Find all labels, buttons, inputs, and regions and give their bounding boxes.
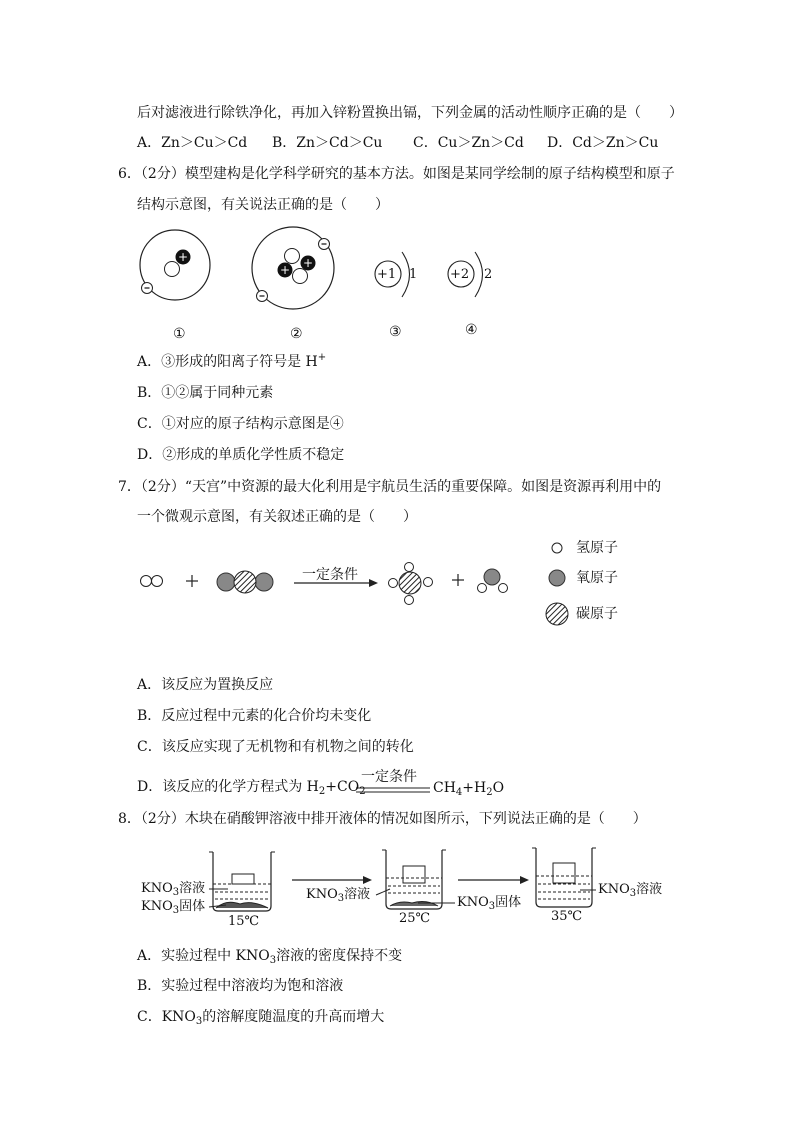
sub-3: 3: [337, 893, 345, 904]
q6-option-b: B．①②属于同种元素: [137, 385, 274, 401]
label-solid-1: [141, 899, 205, 915]
q7-option-c: C．该反应实现了无机物和有机物之间的转化: [137, 739, 414, 755]
q5-option-c: C．Cu＞Zn＞Cd: [413, 135, 524, 151]
sub-3: 3: [488, 901, 496, 912]
sub-4: 4: [455, 787, 463, 798]
fig-label-3: ③: [389, 324, 402, 340]
q7-option-b: B．反应过程中元素的化合价均未变化: [137, 708, 372, 724]
solid-text: 固体: [495, 895, 522, 910]
svg-text:+: +: [302, 256, 314, 270]
beaker-3: [532, 848, 596, 907]
atom-model-1: [140, 230, 210, 300]
q8-c-post: 的溶解度随温度的升高而增大: [202, 1009, 385, 1025]
leader-3: [376, 889, 390, 895]
svg-text:+: +: [279, 263, 291, 277]
q8-a-pre: A．实验过程中 KNO: [137, 948, 270, 964]
legend-carbon: 碳原子: [576, 606, 618, 622]
reaction-condition: 一定条件: [302, 567, 358, 583]
q7-option-a: A．该反应为置换反应: [137, 677, 274, 693]
svg-text:+: +: [177, 250, 189, 264]
sub-3: 3: [172, 905, 180, 916]
q6-option-c: C．①对应的原子结构示意图是④: [137, 416, 344, 432]
q8-c-pre: C．KNO: [137, 1009, 196, 1025]
q6-option-a-text: A．③形成的阳离子符号是 H: [137, 354, 318, 370]
fig-label-1: ①: [173, 326, 186, 342]
kno-text: KNO: [141, 881, 173, 896]
solid-text: 固体: [179, 899, 206, 914]
solution-text: 溶液: [179, 881, 206, 896]
sub-2c: 2: [486, 787, 493, 798]
q6-stem-line-2: 结构示意图，有关说法正确的是（ ）: [137, 197, 389, 213]
superscript-plus: +: [317, 352, 327, 363]
q7-stem-line-1: 7．（2分）“天宫”中资源的最大化利用是宇航员生活的重要保障。如图是资源再利用中的: [118, 479, 662, 495]
arrow-1-head: [363, 876, 372, 884]
shell-4-electrons: 2: [484, 267, 493, 282]
q6-option-a: [137, 352, 326, 372]
sub-3: 3: [195, 1016, 203, 1027]
beaker-2: [382, 850, 446, 909]
kno-text: KNO: [457, 895, 489, 910]
legend-hydrogen: 氢原子: [576, 540, 618, 556]
legend-oxygen: 氧原子: [576, 570, 618, 586]
label-solution-1: [141, 881, 205, 897]
q8-option-b: B．实验过程中溶液均为饱和溶液: [137, 978, 344, 994]
shell-3-electrons: 1: [409, 267, 418, 282]
equation-products: [433, 778, 504, 798]
nucleus-3-charge: +1: [377, 267, 397, 282]
eq-co: +CO: [325, 779, 360, 795]
reaction-diagram: [141, 543, 569, 625]
sub-2: 2: [318, 786, 326, 797]
kno-text: KNO: [141, 899, 173, 914]
label-solution-3: [598, 882, 662, 898]
q5-option-a: A．Zn＞Cu＞Cd: [137, 135, 248, 151]
temp-2: 25℃: [399, 911, 431, 926]
atom-model-2: [252, 227, 334, 309]
eq-o: O: [492, 780, 505, 796]
q8-a-post: 溶液的密度保持不变: [276, 948, 403, 964]
q8-option-c: [137, 1007, 384, 1027]
sub-3: 3: [172, 887, 180, 898]
temp-1: 15℃: [228, 914, 260, 929]
q7-option-d-text: D．该反应的化学方程式为 H: [137, 779, 319, 795]
fig-label-4: ④: [465, 322, 478, 338]
fig-label-2: ②: [290, 326, 303, 342]
q8-option-a: [137, 946, 402, 966]
q7-stem-line-2: 一个微观示意图，有关叙述正确的是（ ）: [137, 509, 417, 525]
label-solution-2: [306, 887, 370, 903]
q7-option-d: [137, 777, 366, 797]
eq-ch: CH: [433, 780, 456, 796]
kno-text: KNO: [306, 887, 338, 902]
equation-condition: 一定条件: [361, 769, 417, 785]
kno-text: KNO: [598, 882, 630, 897]
beaker-1: [209, 852, 275, 911]
q8-stem: 8．（2分）木块在硝酸钾溶液中排开液体的情况如图所示，下列说法正确的是（ ）: [118, 811, 647, 827]
solution-text: 溶液: [344, 887, 371, 902]
solution-text: 溶液: [636, 882, 663, 897]
nucleus-4-charge: +2: [450, 267, 470, 282]
label-solid-2: [457, 895, 521, 911]
sub-3: 3: [629, 888, 637, 899]
sub-2b: 2: [359, 786, 366, 797]
q6-stem-line-1: 6．（2分）模型建构是化学科学研究的基本方法。如图是某同学绘制的原子结构模型和原子: [118, 166, 675, 182]
arrow-2-head: [520, 876, 529, 884]
eq-h: +H: [462, 780, 487, 796]
sub-3: 3: [269, 955, 277, 966]
q6-option-d: D．②形成的单质化学性质不稳定: [137, 447, 345, 463]
q5-option-b: B．Zn＞Cd＞Cu: [272, 135, 383, 151]
q5-stem-line: 后对滤液进行除铁净化，再加入锌粉置换出镉，下列金属的活动性顺序正确的是（ ）: [137, 105, 683, 121]
q5-option-d: D．Cd＞Zn＞Cu: [547, 135, 659, 151]
temp-3: 35℃: [551, 909, 583, 924]
